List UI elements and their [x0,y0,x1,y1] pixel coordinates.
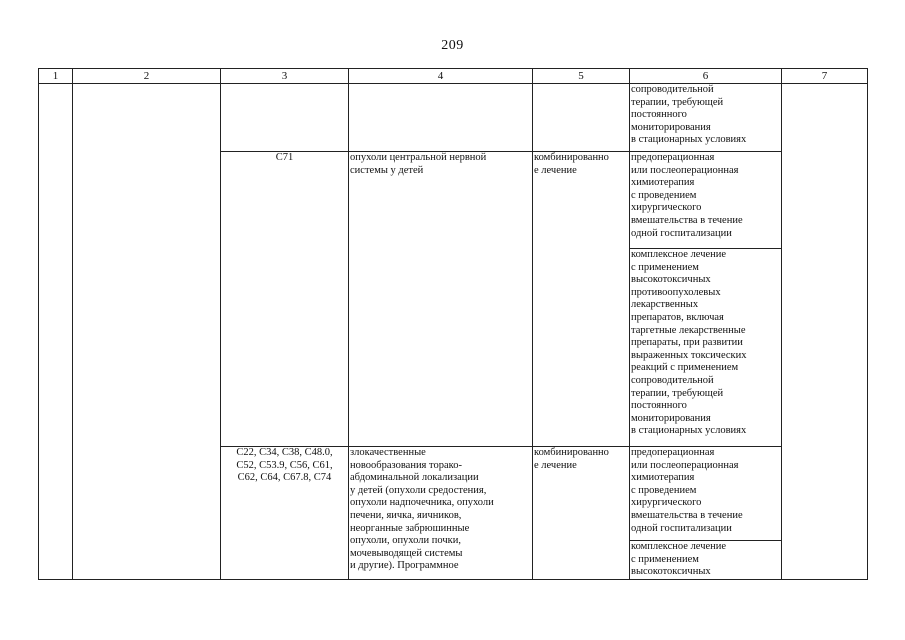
page-number: 209 [441,38,464,53]
treatment-type-cell-empty [533,84,630,152]
treatment-type-cell: комбинированно е лечение [533,447,630,580]
treatment-cell: сопроводительной терапии, требующей постоянного мониторирования в стационарных условиях [630,84,782,152]
table-row [39,84,868,152]
column-1-cell [39,84,73,580]
condition-cell-empty [349,84,533,152]
treatment-cell: предоперационная или послеоперационная химиотерапия с проведением хирургического вмешательства в течение одной госпитализации [630,152,782,249]
column-7-cell [782,84,868,580]
column-number-3: 3 [221,69,349,84]
column-number-row [39,69,868,84]
treatment-type-cell: комбинированно е лечение [533,152,630,447]
condition-cell: злокачественные новообразования торако- абдоминальной локализации у детей (опухоли средостения, опухоли надпочечника, опухоли печени, яичка, яичников, неорганные забрюшинные опухоли, опухоли почки, мочевыводящей системы и другие). Программное [349,447,533,580]
column-number-7: 7 [782,69,868,84]
icd-codes-cell: C71 [221,152,349,447]
column-number-2: 2 [73,69,221,84]
treatment-cell: предоперационная или послеоперационная химиотерапия с проведением хирургического вмешательства в течение одной госпитализации [630,447,782,541]
treatment-cell: комплексное лечение с применением высокотоксичных [630,541,782,580]
treatment-cell: комплексное лечение с применением высокотоксичных противоопухолевых лекарственных препаратов, включая таргетные лекарственные препараты, при развитии выраженных токсических реакций с применением сопроводительной терапии, требующей постоянного мониторирования в стационарных условиях [630,249,782,447]
column-number-4: 4 [349,69,533,84]
icd-codes-cell: C22, C34, C38, C48.0, C52, C53.9, C56, C61, C62, C64, C67.8, C74 [221,447,349,580]
column-number-6: 6 [630,69,782,84]
condition-cell: опухоли центральной нервной системы у детей [349,152,533,447]
medical-care-table [38,68,868,580]
column-number-5: 5 [533,69,630,84]
codes-cell-empty [221,84,349,152]
column-number-1: 1 [39,69,73,84]
column-2-cell [73,84,221,580]
